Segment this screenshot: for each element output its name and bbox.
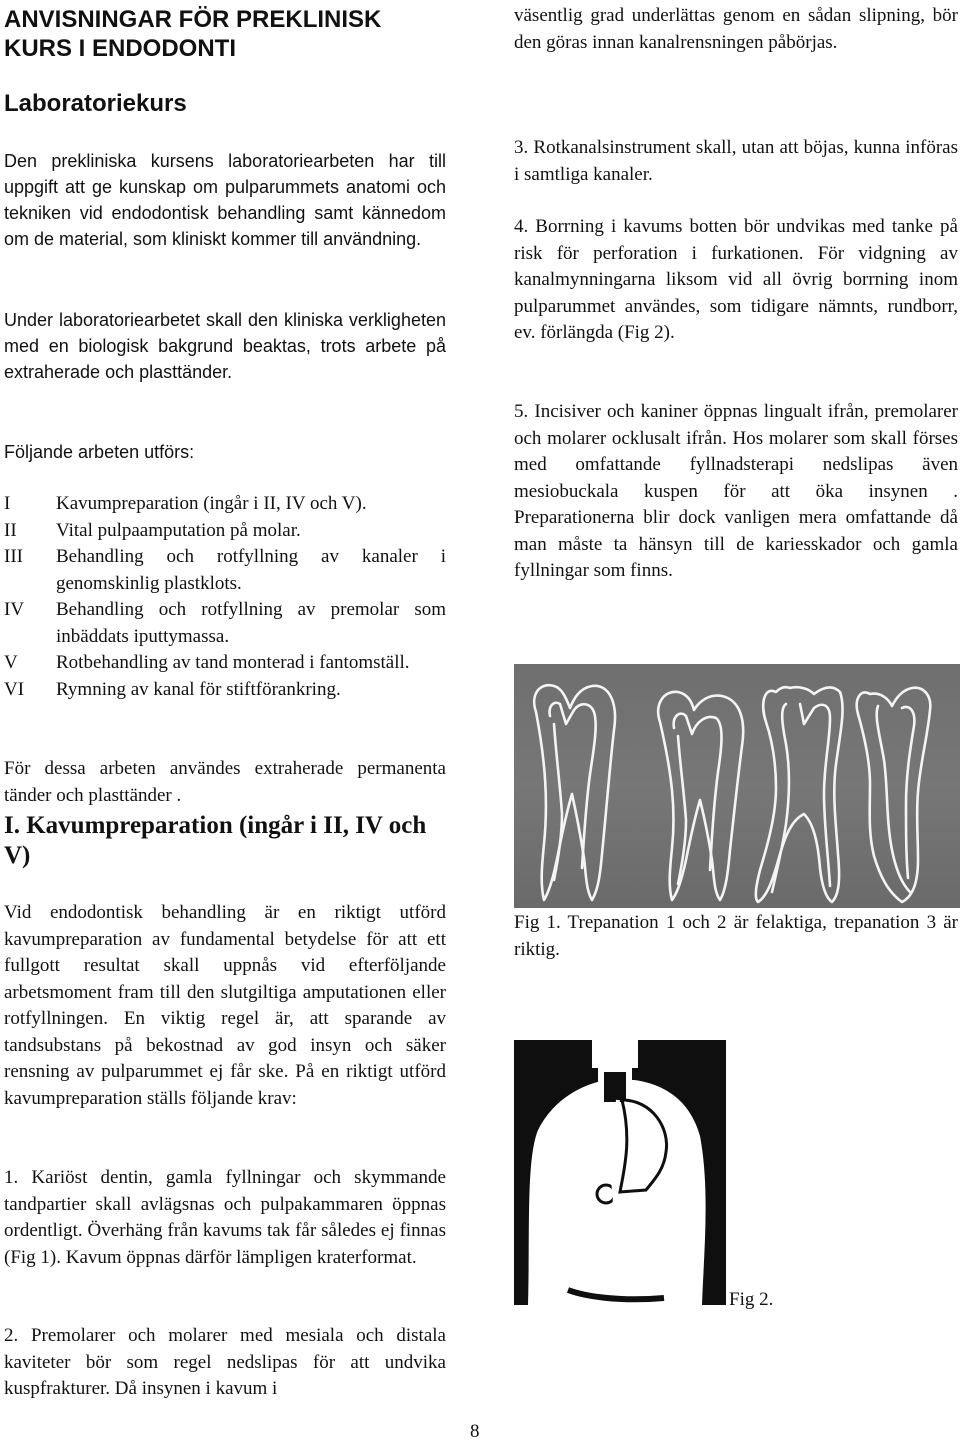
continued-paragraph: väsentlig grad underlättas genom en sådan slipning, bör den göras innan kanalrensningen påbörjas. bbox=[514, 5, 958, 53]
figure-1-teeth-image bbox=[514, 664, 960, 908]
paragraph-tasks-intro: Följande arbeten utförs: bbox=[4, 442, 195, 462]
requirement-4: 4. Borrning i kavums botten bör undvikas med tanke på risk för perforation i furkationen. För vidgning av kanalmynningarna liksom vid all övrig borrning inom pulparummet användes, som tidigare nämnts, rundborr, ev. förlängda (Fig 2). bbox=[514, 216, 958, 343]
requirement-1: 1. Kariöst dentin, gamla fyllningar och skymmande tandpartier skall avlägsnas och pulpakammaren öppnas ordentligt. Överhäng från kavums tak får således ej finnas (Fig 1). Kavum öppnas därför lämpligen kraterformat. bbox=[4, 1167, 446, 1268]
fig2-caption: Fig 2. bbox=[729, 1289, 774, 1310]
list-item: IV Behandling och rotfyllning av premolar som inbäddats iputtymassa. bbox=[4, 599, 446, 647]
teeth-outline-drawing bbox=[514, 664, 960, 908]
list-item: III Behandling och rotfyllning av kanaler i genomskinlig plastklots. bbox=[4, 546, 446, 594]
requirement-3: 3. Rotkanalsinstrument skall, utan att böjas, kunna införas i samtliga kanaler. bbox=[514, 137, 958, 185]
fig1-caption: Fig 1. Trepanation 1 och 2 är felaktiga, trepanation 3 är riktig. bbox=[514, 912, 958, 960]
list-item: V Rotbehandling av tand monterad i fantomställ. bbox=[4, 652, 410, 673]
list-item: I Kavumpreparation (ingår i II, IV och V). bbox=[4, 493, 367, 514]
paragraph-cavity-prep: Vid endodontisk behandling är en riktigt utförd kavumpreparation av fundamental betydelse för att ett fullgott resultat skall uppnås vid efterföljande arbetsmoment fram till den slutgiltiga amputationen eller rotfyllningen. En viktig regel är, att sparande av tandsubstans på bekostnad av god insyn och säker rensning av pulparummet ej får ske. På en riktigt utförd kavumpreparation ställs följande krav: bbox=[4, 902, 446, 1109]
task-list bbox=[4, 491, 446, 703]
document-title: ANVISNINGAR FÖR PREKLINISK KURS I ENDODONTI bbox=[4, 6, 382, 62]
requirement-5: 5. Incisiver och kaniner öppnas lingualt ifrån, premolarer och molarer ocklusalt ifrån. Hos molarer som skall förses med omfattande fyllnadsterapi nedslipas även mesiobuckala kuspen för att öka insynen . Preparationerna blir dock vanligen mera omfattande då man måste ta hänsyn till de kariesskador och gamla fyllningar som finns. bbox=[514, 401, 958, 581]
document-subtitle: Laboratoriekurs bbox=[4, 90, 187, 117]
bur-canal-drawing bbox=[514, 1040, 726, 1305]
list-item: II Vital pulpaamputation på molar. bbox=[4, 519, 301, 541]
list-item: VI Rymning av kanal för stiftförankring. bbox=[4, 678, 341, 700]
page-number: 8 bbox=[470, 1421, 480, 1442]
figure-2-bur-drawing bbox=[514, 1040, 726, 1305]
paragraph-materials: För dessa arbeten användes extraherade permanenta tänder och plasttänder . bbox=[4, 758, 446, 806]
intro-paragraph: Den prekliniska kursens laboratoriearbeten har till uppgift att ge kunskap om pulparummets anatomi och tekniken vid endodontisk behandling samt kännedom om de material, som kliniskt kommer till användning. bbox=[4, 151, 446, 249]
section-heading: I. Kavumpreparation (ingår i II, IV och V) bbox=[4, 812, 427, 869]
paragraph-laboratory: Under laboratoriearbetet skall den kliniska verkligheten med en biologisk bakgrund beaktas, trots arbete på extraherade och plasttänder. bbox=[4, 310, 446, 382]
requirement-2: 2. Premolarer och molarer med mesiala och distala kaviteter bör som regel nedslipas för att undvika kuspfrakturer. Då insynen i kavum i bbox=[4, 1325, 446, 1399]
